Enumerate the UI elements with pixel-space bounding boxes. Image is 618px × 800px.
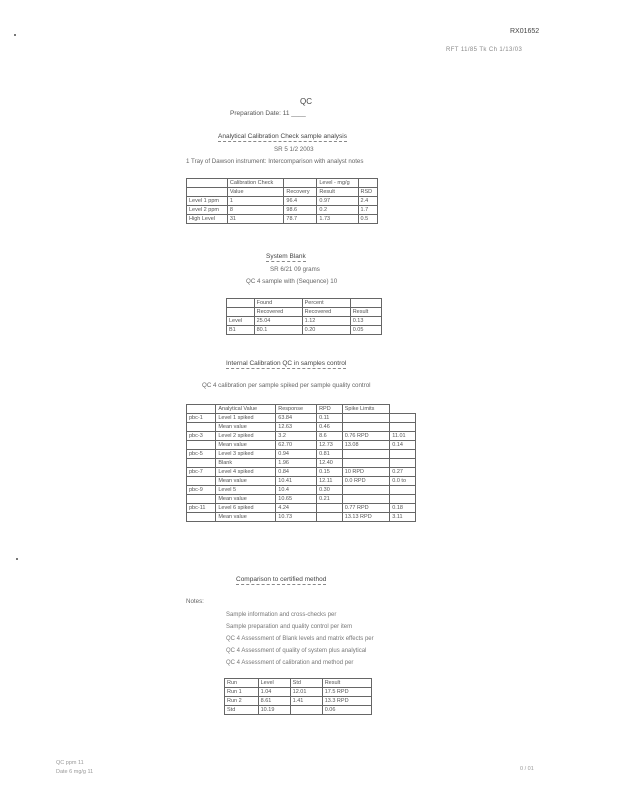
- table-row: [187, 459, 416, 468]
- table-cell: Level 2 spiked: [216, 432, 276, 441]
- table-cell: Recovered: [302, 308, 350, 317]
- note-line: QC 4 Assessment of quality of system plus analytical: [226, 648, 367, 654]
- table-cell: 12.63: [276, 423, 317, 432]
- table-cell: Std: [225, 706, 259, 715]
- section-title-internal-calibration: Internal Calibration QC in samples control: [226, 360, 347, 367]
- table-cell: pbc-1: [187, 414, 216, 423]
- table-cell: RPD: [317, 405, 343, 414]
- table-cell: Level 1 spiked: [216, 414, 276, 423]
- table-cell: 1.7: [358, 206, 377, 215]
- table-row: [187, 423, 416, 432]
- table-cell: [187, 423, 216, 432]
- table-cell: 0.81: [317, 450, 343, 459]
- note-line: QC 4 Assessment of Blank levels and matrix effects per: [226, 636, 374, 642]
- table-cell: 0.11: [317, 414, 343, 423]
- table-cell: [390, 486, 416, 495]
- table-cell: [342, 450, 389, 459]
- table-cell: [187, 188, 228, 197]
- table-cell: [227, 308, 255, 317]
- table-row: [187, 215, 378, 224]
- table-cell: 0.20: [302, 326, 350, 335]
- table-cell: [342, 486, 389, 495]
- table-cell: Response: [276, 405, 317, 414]
- table-cell: 25.04: [254, 317, 302, 326]
- table-cell: 13.08: [342, 441, 389, 450]
- note-line: Sample preparation and quality control per item: [226, 624, 353, 630]
- table-cell: Mean value: [216, 423, 276, 432]
- table-cell: Level: [258, 679, 290, 688]
- table-cell: 0.97: [317, 197, 358, 206]
- table-cell: Run: [225, 679, 259, 688]
- table-cell: 62.70: [276, 441, 317, 450]
- table-cell: [390, 414, 416, 423]
- table-cell: 10.19: [258, 706, 290, 715]
- table-cell: [342, 423, 389, 432]
- section-subtitle: 1 Tray of Dawson instrument: Intercomparison with analyst notes: [186, 158, 364, 165]
- table-cell: Level 3 spiked: [216, 450, 276, 459]
- table-cell: 12.11: [317, 477, 343, 486]
- table-cell: 0.06: [322, 706, 371, 715]
- table-row: [227, 308, 382, 317]
- table-cell: 0.5: [358, 215, 377, 224]
- table-cell: Result: [317, 188, 358, 197]
- table-row: [187, 468, 416, 477]
- table-row: [187, 504, 416, 513]
- table-cell: 10.4: [276, 486, 317, 495]
- table-cell: pbc-7: [187, 468, 216, 477]
- table-cell: [227, 299, 255, 308]
- table-cell: 3.11: [390, 513, 416, 522]
- table-row: [187, 188, 378, 197]
- table-cell: [187, 495, 216, 504]
- table-row: [187, 513, 416, 522]
- footer-page: 0 / 01: [520, 766, 534, 772]
- table-row: [225, 679, 372, 688]
- table-cell: 1.41: [290, 697, 322, 706]
- table-cell: [390, 459, 416, 468]
- table-cell: [390, 450, 416, 459]
- table-cell: Result: [350, 308, 381, 317]
- footer-left: QC ppm 11: [56, 760, 84, 766]
- table-cell: [187, 405, 216, 414]
- table-cell: 63.84: [276, 414, 317, 423]
- table-cell: 11.01: [390, 432, 416, 441]
- table-cell: 0.15: [317, 468, 343, 477]
- table-cell: 0.05: [350, 326, 381, 335]
- table-cell: 3.2: [276, 432, 317, 441]
- table-cell: Level: [227, 317, 255, 326]
- table-cell: 96.4: [284, 197, 317, 206]
- table-row: [187, 414, 416, 423]
- table-cell: 8.6: [317, 432, 343, 441]
- table-cell: Level 5: [216, 486, 276, 495]
- table-cell: Run 2: [225, 697, 259, 706]
- table-cell: 0.30: [317, 486, 343, 495]
- table-row: [187, 477, 416, 486]
- document-reference: RFT 11/85 Tk Ch 1/13/03: [446, 47, 523, 53]
- table-cell: Calibration Check: [227, 179, 284, 188]
- table-cell: 8: [227, 206, 284, 215]
- table-cell: Std: [290, 679, 322, 688]
- table-cell: Level 4 spiked: [216, 468, 276, 477]
- table-cell: Found: [254, 299, 302, 308]
- table-cell: Run 1: [225, 688, 259, 697]
- table-cell: 12.01: [290, 688, 322, 697]
- table-cell: 10.73: [276, 513, 317, 522]
- table-row: [187, 179, 378, 188]
- table-cell: B1: [227, 326, 255, 335]
- table-cell: Spike Limits: [342, 405, 389, 414]
- table-row: [225, 688, 372, 697]
- table-cell: 1: [227, 197, 284, 206]
- table-cell: pbc-9: [187, 486, 216, 495]
- table-row: [227, 326, 382, 335]
- table-cell: 98.6: [284, 206, 317, 215]
- table-row: [187, 450, 416, 459]
- table-row: [187, 441, 416, 450]
- table-cell: 0.27: [390, 468, 416, 477]
- table-cell: Level 6 spiked: [216, 504, 276, 513]
- calibration-table: [186, 178, 378, 224]
- table-cell: [390, 495, 416, 504]
- speck: [14, 34, 16, 36]
- table-cell: 80.1: [254, 326, 302, 335]
- table-row: [187, 197, 378, 206]
- table-cell: [390, 423, 416, 432]
- table-cell: 13.3 RPD: [322, 697, 371, 706]
- table-cell: Mean value: [216, 513, 276, 522]
- table-cell: Level 2 ppm: [187, 206, 228, 215]
- note-line: Sample information and cross-checks per: [226, 612, 337, 618]
- table-cell: 1.96: [276, 459, 317, 468]
- table-row: [187, 432, 416, 441]
- table-cell: Value: [227, 188, 284, 197]
- table-cell: 12.40: [317, 459, 343, 468]
- table-cell: pbc-11: [187, 504, 216, 513]
- table-cell: [317, 513, 343, 522]
- section-subtitle: SR 6/21 09 grams: [270, 266, 320, 273]
- table-cell: Recovered: [254, 308, 302, 317]
- table-cell: 0.14: [390, 441, 416, 450]
- section-title-system-blank: System Blank: [266, 253, 306, 260]
- notes-label: Notes:: [186, 598, 204, 605]
- table-cell: [358, 179, 377, 188]
- table-cell: [187, 459, 216, 468]
- table-cell: 13.13 RPD: [342, 513, 389, 522]
- section-subtitle: QC 4 calibration per sample spiked per sample quality control: [202, 382, 371, 389]
- preparation-date: Preparation Date: 11 ____: [230, 110, 306, 117]
- table-cell: 10.41: [276, 477, 317, 486]
- section-title-comparison: Comparison to certified method: [236, 576, 327, 583]
- table-cell: High Level: [187, 215, 228, 224]
- table-cell: 0.94: [276, 450, 317, 459]
- table-cell: 10 RPD: [342, 468, 389, 477]
- table-row: [187, 206, 378, 215]
- table-cell: 1.04: [258, 688, 290, 697]
- table-cell: Mean value: [216, 441, 276, 450]
- section-subtitle: SR 5 1/2 2003: [274, 146, 314, 153]
- section-title-calibration: Analytical Calibration Check sample analysis: [218, 133, 347, 140]
- table-cell: 0.18: [390, 504, 416, 513]
- table-cell: 0.84: [276, 468, 317, 477]
- table-row: [227, 317, 382, 326]
- table-cell: Mean value: [216, 477, 276, 486]
- table-cell: Blank: [216, 459, 276, 468]
- table-row: [225, 697, 372, 706]
- table-row: [227, 299, 382, 308]
- table-cell: 0.0 to: [390, 477, 416, 486]
- table-cell: 12.73: [317, 441, 343, 450]
- table-cell: [342, 495, 389, 504]
- table-cell: 2.4: [358, 197, 377, 206]
- page-title: QC: [300, 97, 312, 106]
- table-cell: 0.0 RPD: [342, 477, 389, 486]
- table-cell: RSD: [358, 188, 377, 197]
- table-cell: 31: [227, 215, 284, 224]
- table-cell: Analytical Value: [216, 405, 276, 414]
- table-cell: 0.13: [350, 317, 381, 326]
- table-cell: 1.73: [317, 215, 358, 224]
- table-row: [225, 706, 372, 715]
- note-line: QC 4 Assessment of calibration and method per: [226, 660, 354, 666]
- table-cell: Result: [322, 679, 371, 688]
- table-cell: 10.65: [276, 495, 317, 504]
- table-cell: 0.76 RPD: [342, 432, 389, 441]
- table-cell: 0.21: [317, 495, 343, 504]
- table-cell: [187, 513, 216, 522]
- speck: [16, 558, 18, 560]
- table-row: [187, 405, 416, 414]
- table-cell: pbc-5: [187, 450, 216, 459]
- table-cell: [350, 299, 381, 308]
- table-cell: [342, 459, 389, 468]
- table-cell: Percent: [302, 299, 350, 308]
- table-cell: 17.5 RPD: [322, 688, 371, 697]
- table-cell: Mean value: [216, 495, 276, 504]
- table-cell: 0.46: [317, 423, 343, 432]
- table-cell: Recovery: [284, 188, 317, 197]
- system-blank-table: [226, 298, 382, 335]
- table-cell: [317, 504, 343, 513]
- footer-left: Date 6 mg/g 11: [56, 769, 94, 775]
- table-cell: Level - mg/g: [317, 179, 358, 188]
- table-cell: [187, 477, 216, 486]
- table-cell: [187, 441, 216, 450]
- table-cell: 4.24: [276, 504, 317, 513]
- table-cell: Level 1 ppm: [187, 197, 228, 206]
- table-row: [187, 486, 416, 495]
- table-cell: pbc-3: [187, 432, 216, 441]
- internal-calibration-table: [186, 404, 416, 522]
- comparison-table: [224, 678, 372, 715]
- table-cell: 78.7: [284, 215, 317, 224]
- table-cell: 8.61: [258, 697, 290, 706]
- table-cell: [187, 179, 228, 188]
- table-cell: 0.77 RPD: [342, 504, 389, 513]
- table-cell: 0.2: [317, 206, 358, 215]
- section-subtitle: QC 4 sample with (Sequence) 10: [246, 278, 338, 285]
- table-cell: [290, 706, 322, 715]
- document-id: RX01652: [510, 28, 540, 35]
- table-cell: [284, 179, 317, 188]
- table-cell: 1.12: [302, 317, 350, 326]
- table-row: [187, 495, 416, 504]
- table-cell: [342, 414, 389, 423]
